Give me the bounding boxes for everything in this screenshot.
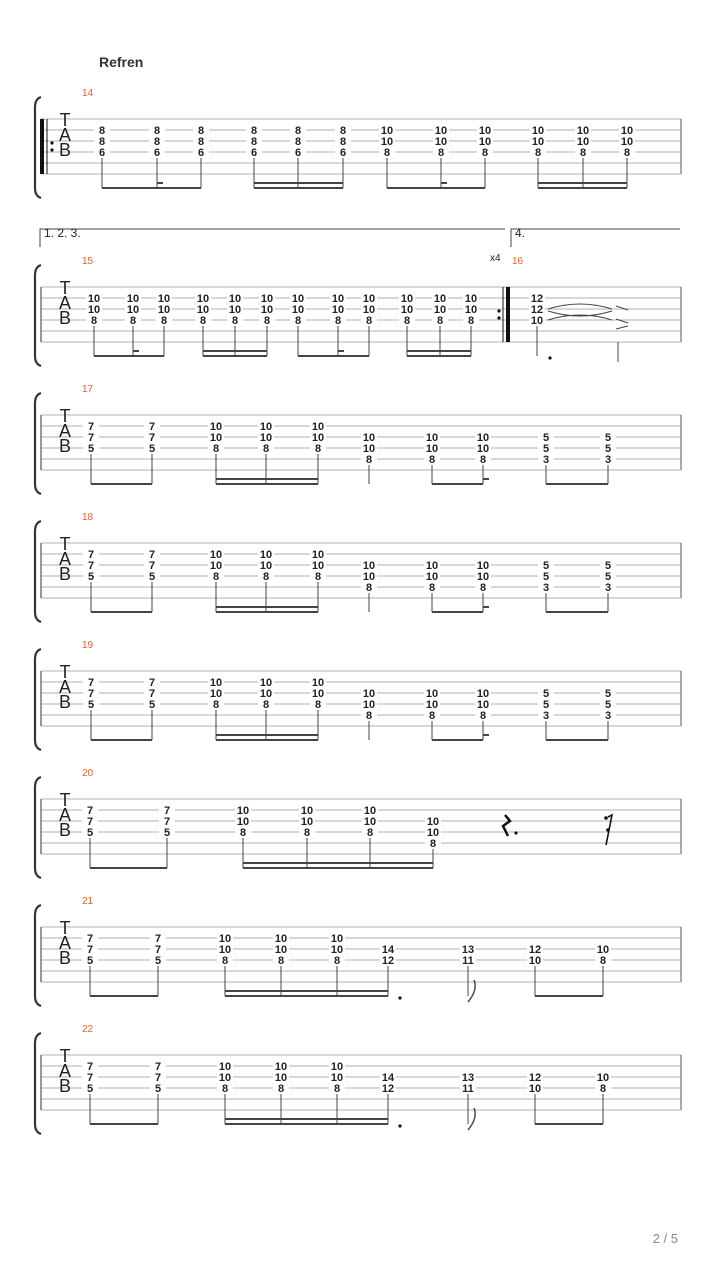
fret-number: 8 [428, 582, 436, 594]
fret-number: 7 [86, 944, 94, 956]
volta-label-2: 4. [515, 226, 526, 240]
fret-number: 7 [87, 432, 95, 444]
tab-clef-letter: B [58, 436, 72, 456]
fret-number: 8 [623, 147, 631, 159]
fret-number: 14 [381, 944, 395, 956]
fret-number: 10 [274, 933, 288, 945]
fret-number: 10 [476, 443, 490, 455]
fret-number: 8 [579, 147, 587, 159]
fret-number: 8 [98, 125, 106, 137]
fret-number: 10 [311, 677, 325, 689]
tab-clef-letter: T [59, 662, 71, 682]
fret-number: 8 [599, 955, 607, 967]
fret-number: 8 [403, 315, 411, 327]
fret-number: 10 [157, 293, 171, 305]
fret-number: 7 [148, 560, 156, 572]
fret-number: 8 [153, 136, 161, 148]
fret-number: 8 [436, 315, 444, 327]
tab-clef-letter: A [58, 933, 72, 953]
fret-number: 11 [462, 1083, 474, 1095]
tab-system [35, 1033, 681, 1134]
fret-number: 7 [86, 933, 94, 945]
measure-number: 14 [82, 88, 94, 99]
fret-number: 7 [148, 421, 156, 433]
fret-number: 10 [259, 421, 273, 433]
tab-clef-letter: B [58, 820, 72, 840]
fret-number: 8 [294, 136, 302, 148]
fret-number: 10 [362, 293, 376, 305]
fret-number: 12 [528, 1072, 542, 1084]
fret-number: 10 [531, 125, 545, 137]
fret-number: 10 [476, 699, 490, 711]
fret-number: 10 [362, 688, 376, 700]
fret-number: 5 [604, 699, 612, 711]
fret-number: 10 [196, 304, 210, 316]
fret-number: 11 [462, 955, 474, 967]
fret-number: 7 [154, 933, 162, 945]
fret-number: 5 [604, 432, 612, 444]
fret-number: 6 [197, 147, 205, 159]
tab-clef-letter: T [59, 278, 71, 298]
fret-number: 8 [428, 454, 436, 466]
fret-number: 8 [365, 582, 373, 594]
fret-number: 10 [330, 1061, 344, 1073]
fret-number: 8 [239, 827, 247, 839]
fret-number: 10 [596, 944, 610, 956]
tab-clef-letter: A [58, 805, 72, 825]
fret-number: 13 [461, 944, 475, 956]
fret-number: 10 [596, 1072, 610, 1084]
quarter-rest [503, 815, 510, 836]
system-bracket [35, 649, 41, 750]
measure-number: 15 [82, 256, 94, 267]
fret-number: 10 [620, 136, 634, 148]
fret-number: 10 [218, 1072, 232, 1084]
fret-number: 10 [478, 136, 492, 148]
fret-number: 10 [363, 816, 377, 828]
fret-number: 7 [154, 1072, 162, 1084]
fret-number: 10 [433, 293, 447, 305]
fret-number: 10 [228, 293, 242, 305]
fret-number: 3 [542, 710, 550, 722]
fret-number: 10 [576, 136, 590, 148]
fret-number: 10 [331, 293, 345, 305]
fret-number: 10 [478, 125, 492, 137]
fret-number: 8 [534, 147, 542, 159]
fret-number: 10 [426, 816, 440, 828]
rest-flag [604, 816, 608, 820]
fret-number: 8 [263, 315, 271, 327]
tab-system [35, 649, 681, 750]
fret-number: 10 [363, 805, 377, 817]
fret-number: 8 [262, 571, 270, 583]
fret-number: 8 [383, 147, 391, 159]
volta-label-1: 1. 2. 3. [44, 226, 81, 240]
tab-clef-letter: T [59, 790, 71, 810]
fret-number: 5 [542, 699, 550, 711]
tab-clef-letter: A [58, 549, 72, 569]
note-flag [468, 980, 475, 1002]
fret-number: 3 [604, 710, 612, 722]
fret-number: 12 [528, 944, 542, 956]
repeat-dot [50, 148, 53, 151]
rest-flag [606, 828, 610, 832]
repeat-start-thick [40, 119, 44, 174]
fret-number: 8 [277, 955, 285, 967]
fret-number: 7 [154, 944, 162, 956]
fret-number: 8 [479, 710, 487, 722]
system-bracket [35, 1033, 41, 1134]
note-flag [468, 1108, 475, 1130]
fret-number: 14 [381, 1072, 395, 1084]
fret-number: 10 [196, 293, 210, 305]
fret-number: 10 [157, 304, 171, 316]
fret-number: 12 [381, 955, 395, 967]
tab-clef-letter: B [58, 308, 72, 328]
fret-number: 10 [260, 293, 274, 305]
fret-number: 10 [425, 443, 439, 455]
fret-number: 8 [129, 315, 137, 327]
fret-number: 10 [433, 304, 447, 316]
fret-number: 8 [212, 443, 220, 455]
fret-number: 10 [126, 293, 140, 305]
fret-number: 5 [542, 560, 550, 572]
section-title: Refren [99, 54, 144, 70]
fret-number: 8 [599, 1083, 607, 1095]
fret-number: 10 [330, 944, 344, 956]
fret-number: 8 [197, 136, 205, 148]
fret-number: 10 [218, 933, 232, 945]
fret-number: 8 [333, 1083, 341, 1095]
fret-number: 10 [362, 432, 376, 444]
measure-number: 22 [82, 1024, 94, 1035]
fret-number: 10 [291, 304, 305, 316]
fret-number: 10 [87, 293, 101, 305]
fret-number: 8 [90, 315, 98, 327]
fret-number: 10 [259, 560, 273, 572]
fret-number: 10 [425, 699, 439, 711]
fret-number: 10 [576, 125, 590, 137]
fret-number: 6 [294, 147, 302, 159]
fret-number: 5 [87, 443, 95, 455]
fret-number: 10 [425, 432, 439, 444]
fret-number: 8 [481, 147, 489, 159]
fret-number: 5 [148, 699, 156, 711]
fret-number: 7 [148, 688, 156, 700]
fret-number: 10 [476, 571, 490, 583]
fret-number: 10 [362, 443, 376, 455]
measure-number: 20 [82, 768, 94, 779]
fret-number: 10 [330, 1072, 344, 1084]
fret-number: 5 [86, 1083, 94, 1095]
fret-number: 7 [87, 560, 95, 572]
fret-number: 10 [218, 1061, 232, 1073]
fret-number: 10 [434, 125, 448, 137]
fret-number: 8 [339, 125, 347, 137]
fret-number: 8 [212, 699, 220, 711]
fret-number: 8 [160, 315, 168, 327]
fret-number: 5 [87, 699, 95, 711]
fret-number: 10 [330, 933, 344, 945]
fret-number: 10 [362, 304, 376, 316]
fret-number: 10 [259, 688, 273, 700]
system-bracket [35, 265, 41, 366]
tab-system [35, 905, 681, 1006]
fret-number: 8 [153, 125, 161, 137]
tab-clef-letter: T [59, 1046, 71, 1066]
fret-number: 7 [87, 421, 95, 433]
tab-clef-letter: T [59, 406, 71, 426]
fret-number: 8 [262, 443, 270, 455]
fret-number: 10 [209, 688, 223, 700]
fret-number: 5 [542, 432, 550, 444]
fret-number: 5 [163, 827, 171, 839]
fret-number: 5 [148, 571, 156, 583]
fret-number: 5 [604, 571, 612, 583]
fret-number: 10 [425, 688, 439, 700]
fret-number: 10 [528, 1083, 542, 1095]
tab-clef-letter: B [58, 1076, 72, 1096]
fret-number: 8 [250, 125, 258, 137]
fret-number: 10 [400, 304, 414, 316]
dot [548, 356, 551, 359]
fret-number: 6 [153, 147, 161, 159]
fret-number: 5 [542, 688, 550, 700]
fret-number: 5 [154, 1083, 162, 1095]
fret-number: 10 [209, 560, 223, 572]
fret-number: 10 [425, 560, 439, 572]
fret-number: 10 [209, 421, 223, 433]
tab-system [35, 521, 681, 622]
fret-number: 10 [311, 549, 325, 561]
fret-number: 10 [209, 549, 223, 561]
fret-number: 10 [218, 944, 232, 956]
fret-number: 10 [274, 944, 288, 956]
system-bracket [35, 905, 41, 1006]
fret-number: 8 [197, 125, 205, 137]
system-bracket [35, 393, 41, 494]
fret-number: 8 [334, 315, 342, 327]
fret-number: 10 [300, 816, 314, 828]
fret-number: 10 [311, 421, 325, 433]
rest-dot [514, 831, 517, 834]
fret-number: 10 [530, 315, 544, 327]
fret-number: 8 [314, 571, 322, 583]
fret-number: 7 [148, 549, 156, 561]
fret-number: 10 [362, 560, 376, 572]
fret-number: 10 [311, 560, 325, 572]
fret-number: 8 [262, 699, 270, 711]
fret-number: 5 [148, 443, 156, 455]
fret-number: 5 [542, 443, 550, 455]
volta-bracket-2 [511, 229, 680, 247]
fret-number: 8 [467, 315, 475, 327]
tab-clef-letter: T [59, 918, 71, 938]
fret-number: 6 [98, 147, 106, 159]
fret-number: 8 [479, 582, 487, 594]
system-bracket [35, 777, 41, 878]
fret-number: 10 [274, 1072, 288, 1084]
repeat-dot [497, 316, 500, 319]
slide-tail [616, 326, 628, 329]
tab-clef-letter: T [59, 534, 71, 554]
fret-number: 10 [209, 677, 223, 689]
fret-number: 7 [87, 549, 95, 561]
fret-number: 8 [294, 125, 302, 137]
fret-number: 3 [542, 454, 550, 466]
fret-number: 10 [291, 293, 305, 305]
fret-number: 5 [86, 827, 94, 839]
tab-clef-letter: A [58, 421, 72, 441]
fret-number: 10 [362, 571, 376, 583]
fret-number: 12 [530, 293, 544, 305]
fret-number: 5 [154, 955, 162, 967]
fret-number: 10 [464, 304, 478, 316]
measure-number: 16 [512, 256, 524, 267]
fret-number: 8 [98, 136, 106, 148]
fret-number: 10 [331, 304, 345, 316]
fret-number: 7 [86, 1061, 94, 1073]
fret-number: 10 [300, 805, 314, 817]
fret-number: 10 [126, 304, 140, 316]
fret-number: 10 [259, 549, 273, 561]
tab-clef-letter: B [58, 692, 72, 712]
fret-number: 6 [339, 147, 347, 159]
fret-number: 6 [250, 147, 258, 159]
tab-clef-letter: T [59, 110, 71, 130]
fret-number: 8 [231, 315, 239, 327]
fret-number: 10 [209, 432, 223, 444]
fret-number: 8 [429, 838, 437, 850]
tab-clef-letter: A [58, 677, 72, 697]
fret-number: 10 [311, 688, 325, 700]
measure-number: 18 [82, 512, 94, 523]
fret-number: 10 [380, 136, 394, 148]
fret-number: 7 [86, 1072, 94, 1084]
tab-clef-letter: B [58, 564, 72, 584]
fret-number: 10 [380, 125, 394, 137]
fret-number: 8 [437, 147, 445, 159]
fret-number: 10 [531, 136, 545, 148]
fret-number: 10 [259, 432, 273, 444]
fret-number: 10 [274, 1061, 288, 1073]
fret-number: 3 [604, 454, 612, 466]
fret-number: 7 [87, 677, 95, 689]
fret-number: 10 [311, 432, 325, 444]
fret-number: 10 [260, 304, 274, 316]
measure-number: 21 [82, 896, 94, 907]
fret-number: 10 [620, 125, 634, 137]
tab-clef-letter: B [58, 140, 72, 160]
fret-number: 8 [366, 827, 374, 839]
fret-number: 10 [434, 136, 448, 148]
fret-number: 8 [365, 315, 373, 327]
repeat-dot [497, 309, 500, 312]
tab-clef-letter: A [58, 293, 72, 313]
fret-number: 10 [87, 304, 101, 316]
fret-number: 13 [461, 1072, 475, 1084]
fret-number: 5 [604, 443, 612, 455]
fret-number: 8 [314, 699, 322, 711]
fret-number: 8 [314, 443, 322, 455]
tab-system [35, 393, 681, 494]
dot [398, 1124, 401, 1127]
fret-number: 8 [479, 454, 487, 466]
fret-number: 5 [604, 560, 612, 572]
fret-number: 10 [464, 293, 478, 305]
fret-number: 8 [365, 710, 373, 722]
fret-number: 10 [228, 304, 242, 316]
fret-number: 7 [163, 805, 171, 817]
tab-clef-letter: A [58, 1061, 72, 1081]
fret-number: 5 [86, 955, 94, 967]
repeat-count: x4 [490, 253, 501, 264]
fret-number: 10 [259, 677, 273, 689]
fret-number: 5 [542, 571, 550, 583]
fret-number: 7 [86, 816, 94, 828]
fret-number: 10 [476, 432, 490, 444]
repeat-end-thick [506, 287, 510, 342]
fret-number: 8 [212, 571, 220, 583]
tab-clef-letter: B [58, 948, 72, 968]
fret-number: 10 [476, 560, 490, 572]
fret-number: 10 [528, 955, 542, 967]
fret-number: 10 [236, 805, 250, 817]
fret-number: 10 [236, 816, 250, 828]
fret-number: 10 [362, 699, 376, 711]
fret-number: 8 [294, 315, 302, 327]
tab-system [35, 777, 681, 878]
system-bracket [35, 521, 41, 622]
fret-number: 8 [365, 454, 373, 466]
fret-number: 12 [381, 1083, 395, 1095]
fret-number: 8 [428, 710, 436, 722]
fret-number: 7 [148, 432, 156, 444]
measure-number: 19 [82, 640, 94, 651]
fret-number: 3 [604, 582, 612, 594]
fret-number: 8 [221, 955, 229, 967]
fret-number: 5 [87, 571, 95, 583]
fret-number: 8 [339, 136, 347, 148]
slide-curve [548, 304, 612, 309]
volta-bracket-1 [40, 229, 505, 247]
fret-number: 10 [400, 293, 414, 305]
fret-number: 8 [333, 955, 341, 967]
fret-number: 7 [163, 816, 171, 828]
fret-number: 5 [604, 688, 612, 700]
fret-number: 10 [426, 827, 440, 839]
fret-number: 8 [303, 827, 311, 839]
fret-number: 8 [221, 1083, 229, 1095]
fret-number: 12 [530, 304, 544, 316]
fret-number: 8 [199, 315, 207, 327]
measure-number: 17 [82, 384, 94, 395]
fret-number: 8 [277, 1083, 285, 1095]
fret-number: 7 [87, 688, 95, 700]
page-number: 2 / 5 [652, 1231, 678, 1246]
fret-number: 7 [154, 1061, 162, 1073]
fret-number: 8 [250, 136, 258, 148]
fret-number: 10 [425, 571, 439, 583]
fret-number: 7 [148, 677, 156, 689]
fret-number: 7 [86, 805, 94, 817]
fret-number: 10 [476, 688, 490, 700]
tab-clef-letter: A [58, 125, 72, 145]
fret-number: 3 [542, 582, 550, 594]
repeat-dot [50, 141, 53, 144]
dot [398, 996, 401, 999]
